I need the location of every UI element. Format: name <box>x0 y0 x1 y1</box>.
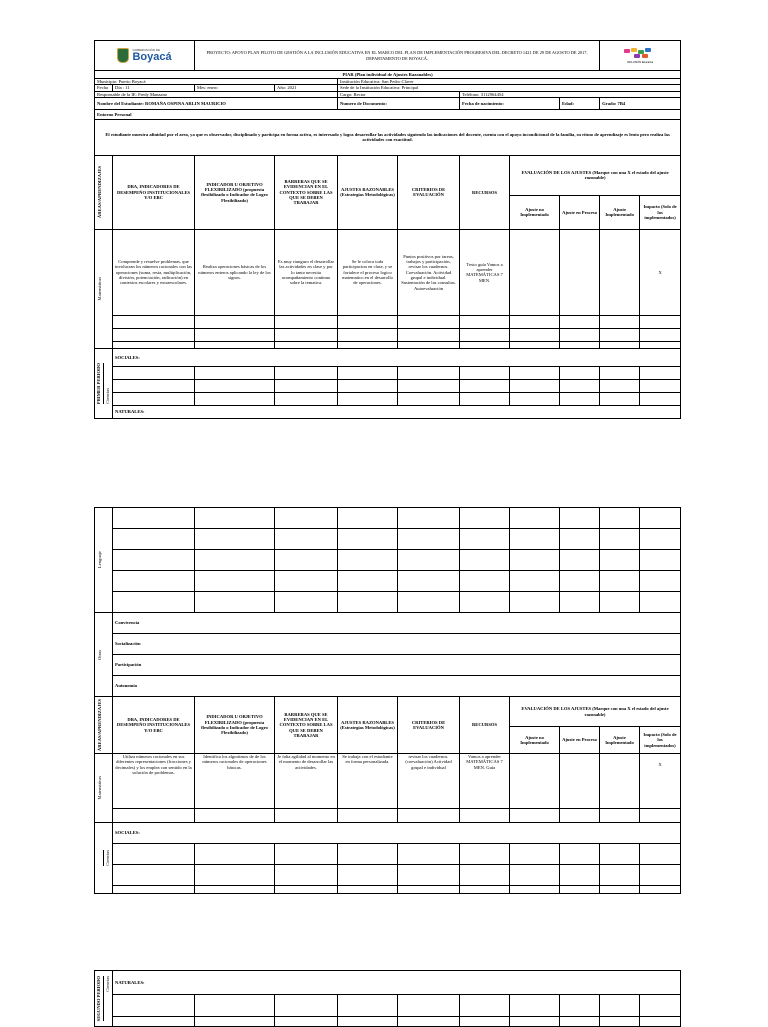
socializacion-label: Socialización <box>113 634 681 655</box>
indicador-header-two: INDICADOR U OBJETIVO FLEXIBILIZADO (propuesta flexibilizado o Indicador de Logro Flexibilizado) <box>195 697 275 754</box>
lenguaje-area-cell: Lenguaje <box>95 508 113 613</box>
recursos-header: RECURSOS <box>460 155 510 229</box>
barreras-header: BARRERAS QUE SE EVIDENCIAN EN EL CONTEXTO SOBRE LAS QUE SE DEBEN TRABAJAR <box>275 155 338 229</box>
page-one <box>94 40 680 419</box>
ciencias-label-two: Ciencias <box>105 850 111 866</box>
fecha-label: Fecha <box>95 85 113 91</box>
math-area-cell-two: Matemáticas <box>95 754 113 823</box>
entorno-personal-label: Entorno Personal <box>95 109 681 119</box>
boyaca-logo: GOBERNACIÓN DE Boyacá <box>117 48 171 63</box>
convivencia-label: Convivencia <box>113 613 681 634</box>
period-one-label: PRIMER PERIODO <box>96 362 102 404</box>
evaluacion-header: EVALUACIÓN DE LOS AJUSTES (Marque con una X el estado del ajuste razonable) <box>510 155 681 195</box>
implementado-header: Ajuste Implementado <box>600 195 640 229</box>
dba-header: DBA, INDICADORES DE DESEMPEÑO INSTITUCIONALES Y/O EBC <box>113 155 195 229</box>
otras-area-cell: Otras <box>95 613 113 697</box>
grade-field: Grado: 7B4 <box>600 97 681 109</box>
piar-title: PIAR (Plan individual de Ajustes Razonables) <box>95 71 681 79</box>
math-area-cell: Matemáticas <box>95 229 113 348</box>
ajustes-header: AJUSTES RAZONABLES (Estrategias Metodológicas) <box>338 155 398 229</box>
period-two-ciencias-cell <box>95 823 113 894</box>
criterios-header: CRITERIOS DE EVALUACIÓN <box>398 155 460 229</box>
inclusion-logo: INCLUSIÓN Educativa <box>622 47 658 65</box>
birth-date-field: Fecha de nacimiento: <box>460 97 560 109</box>
responsable-field: Responsable de la IE: Fredy Manzano <box>95 91 338 97</box>
areas-header: ÁREAS/APRENDIZAJES <box>95 155 113 229</box>
math-recursos: Texto guía Vamos a aprender MATEMÁTICAS 7 MEN. <box>460 229 510 315</box>
math-ajustes: Se le coloca toda participacion en clase, y se fortalece el proceso logico matematico en el desarrollo de operaciones. <box>338 229 398 315</box>
en-proceso-header: Ajuste en Proceso <box>560 195 600 229</box>
indicador-header: INDICADOR U OBJETIVO FLEXIBILIZADO (propuesta flexibilizado o Indicador de Logro Flexibilizado) <box>195 155 275 229</box>
participacion-label: Participación <box>113 655 681 676</box>
math-impacto-mark-two: X <box>640 754 681 809</box>
piar-table-page-three <box>94 970 681 1027</box>
project-title: PROYECTO: APOYO PLAN PILOTO DE GESTIÓN A LA INCLUSIÓN EDUCATIVA EN EL MARCO DEL PLAN DE IMPLEMENTACIÓN PROGRESIVA DEL DECRETO 1421 DE 29 DE AGOSTO DE 2017, DEPARTAMENTO DE BOYACÁ. <box>195 41 600 71</box>
student-name-value: ROMAÑA OSPINA ARLIN MAURICIO <box>145 100 226 106</box>
coat-of-arms-icon <box>117 48 129 63</box>
dba-header-two: DBA, INDICADORES DE DESEMPEÑO INSTITUCIONALES Y/O EBC <box>113 697 195 754</box>
cargo-field: Cargo: Rector <box>338 91 460 97</box>
math-indicador: Realiza operaciones básicas de los números enteros aplicando la ley de los signos. <box>195 229 275 315</box>
ciencias-label-three: Ciencias <box>105 975 111 992</box>
mes-field: Mes: enero <box>195 85 275 91</box>
math-barreras-two: Je falta agilidad al momento en el momento de desarrollar las actividades. <box>275 754 338 809</box>
autonomia-label: Autonomía <box>113 676 681 697</box>
math-dba-two: Utiliza números racionales en sus diferentes representaciones (fracciones y decimales) y los emplea con sentido en la solución de problemas. <box>113 754 195 809</box>
age-field: Edad: <box>560 97 600 109</box>
impacto-header-two: Impacto (Solo de los implementados) <box>640 727 681 754</box>
telefono-field: Teléfono: 3112964454 <box>460 91 681 97</box>
piar-table-page-two <box>94 507 681 894</box>
document-field: Numero de Documento: <box>338 97 460 109</box>
naturales-label: NATURALES: <box>113 405 681 418</box>
en-proceso-header-two: Ajuste en Proceso <box>560 727 600 754</box>
naturales-label-two: NATURALES: <box>113 971 681 995</box>
page-two <box>94 507 680 894</box>
ano-field: Año: 2021 <box>275 85 338 91</box>
math-indicador-two: Identifica los algoritmos de de los números racionales de operaciones básicas. <box>195 754 275 809</box>
ajustes-header-two: AJUSTES RAZONABLES (Estrategias Metodológicas) <box>338 697 398 754</box>
math-criterios: Puntos positivos por tareas, trabajos y participación, revisar los cuadernos. Coevaluación. Actividad grupal e individual. Sustentación de las consultas. Autoevaluación <box>398 229 460 315</box>
period-two-label: SEGUNDO PERIODO <box>96 975 102 1022</box>
recursos-header-two: RECURSOS <box>460 697 510 754</box>
no-implementado-header-two: Ajuste no Implementado <box>510 727 560 754</box>
municipio-field: Municipio: Puerto Boyacá <box>95 79 338 85</box>
period-two-cell <box>95 971 113 1027</box>
ciencias-label: Ciencias <box>105 388 111 404</box>
header-logo-cell <box>95 41 195 71</box>
math-barreras: Es muy riunguro el desarrollar las actividades en clase y por lo tanto necesita acompañamiento continuo sobre la tematica. <box>275 229 338 315</box>
period-one-cell <box>95 348 113 418</box>
math-recursos-two: Vamos a aprender MATEMÁTICAS 7 MEN. Guía <box>460 754 510 809</box>
impacto-header: Impacto (Solo de los implementados) <box>640 195 681 229</box>
sociales-label: SOCIALES: <box>113 348 681 366</box>
piar-table-page-one <box>94 40 681 419</box>
barreras-header-two: BARRERAS QUE SE EVIDENCIAN EN EL CONTEXTO SOBRE LAS QUE SE DEBEN TRABAJAR <box>275 697 338 754</box>
math-impacto-mark: X <box>640 229 681 315</box>
math-criterios-two: revisar los cuadernos. (coevaluación) Actividad grupal e individual <box>398 754 460 809</box>
sede-field: Sede de la Institución Educativa: Principal <box>338 85 681 91</box>
student-description: El estudiante muestra afinidad por el area, ya que es observador, disciplinado y participa en forma activa, es interesado y logra desarrollar las actividades siguiendo las indicaciones del docente, cuenta con el apoyo incondicional de la familia, su ritmo de aprendizaje es lento pero realiza las actividades con exactitud. <box>95 119 681 155</box>
criterios-header-two: CRITERIOS DE EVALUACIÓN <box>398 697 460 754</box>
areas-header-two: ÁREAS/APRENDIZAJES <box>95 697 113 754</box>
no-implementado-header: Ajuste no Implementado <box>510 195 560 229</box>
page-three <box>94 970 680 1027</box>
implementado-header-two: Ajuste Implementado <box>600 727 640 754</box>
header-right-logo-cell <box>600 41 681 71</box>
student-name-field: Nombre del Estudiante: ROMAÑA OSPINA ARLIN MAURICIO <box>95 97 338 109</box>
dia-field: Día : 11 <box>113 85 195 91</box>
sociales-label-two: SOCIALES: <box>113 823 681 844</box>
institucion-field: Institución Educativa: San Pedro Claver <box>338 79 681 85</box>
math-dba: Comprende y resuelve problemas, que involucran los números racionales con las operaciones (suma, resta, multiplicación, división, potenciación, radicación) en contextos escolares y extraescolares. <box>113 229 195 315</box>
evaluacion-header-two: EVALUACIÓN DE LOS AJUSTES (Marque con una X el estado del ajuste razonable) <box>510 697 681 727</box>
math-ajustes-two: Se trabaja con el estudiante en forma personalizada. <box>338 754 398 809</box>
